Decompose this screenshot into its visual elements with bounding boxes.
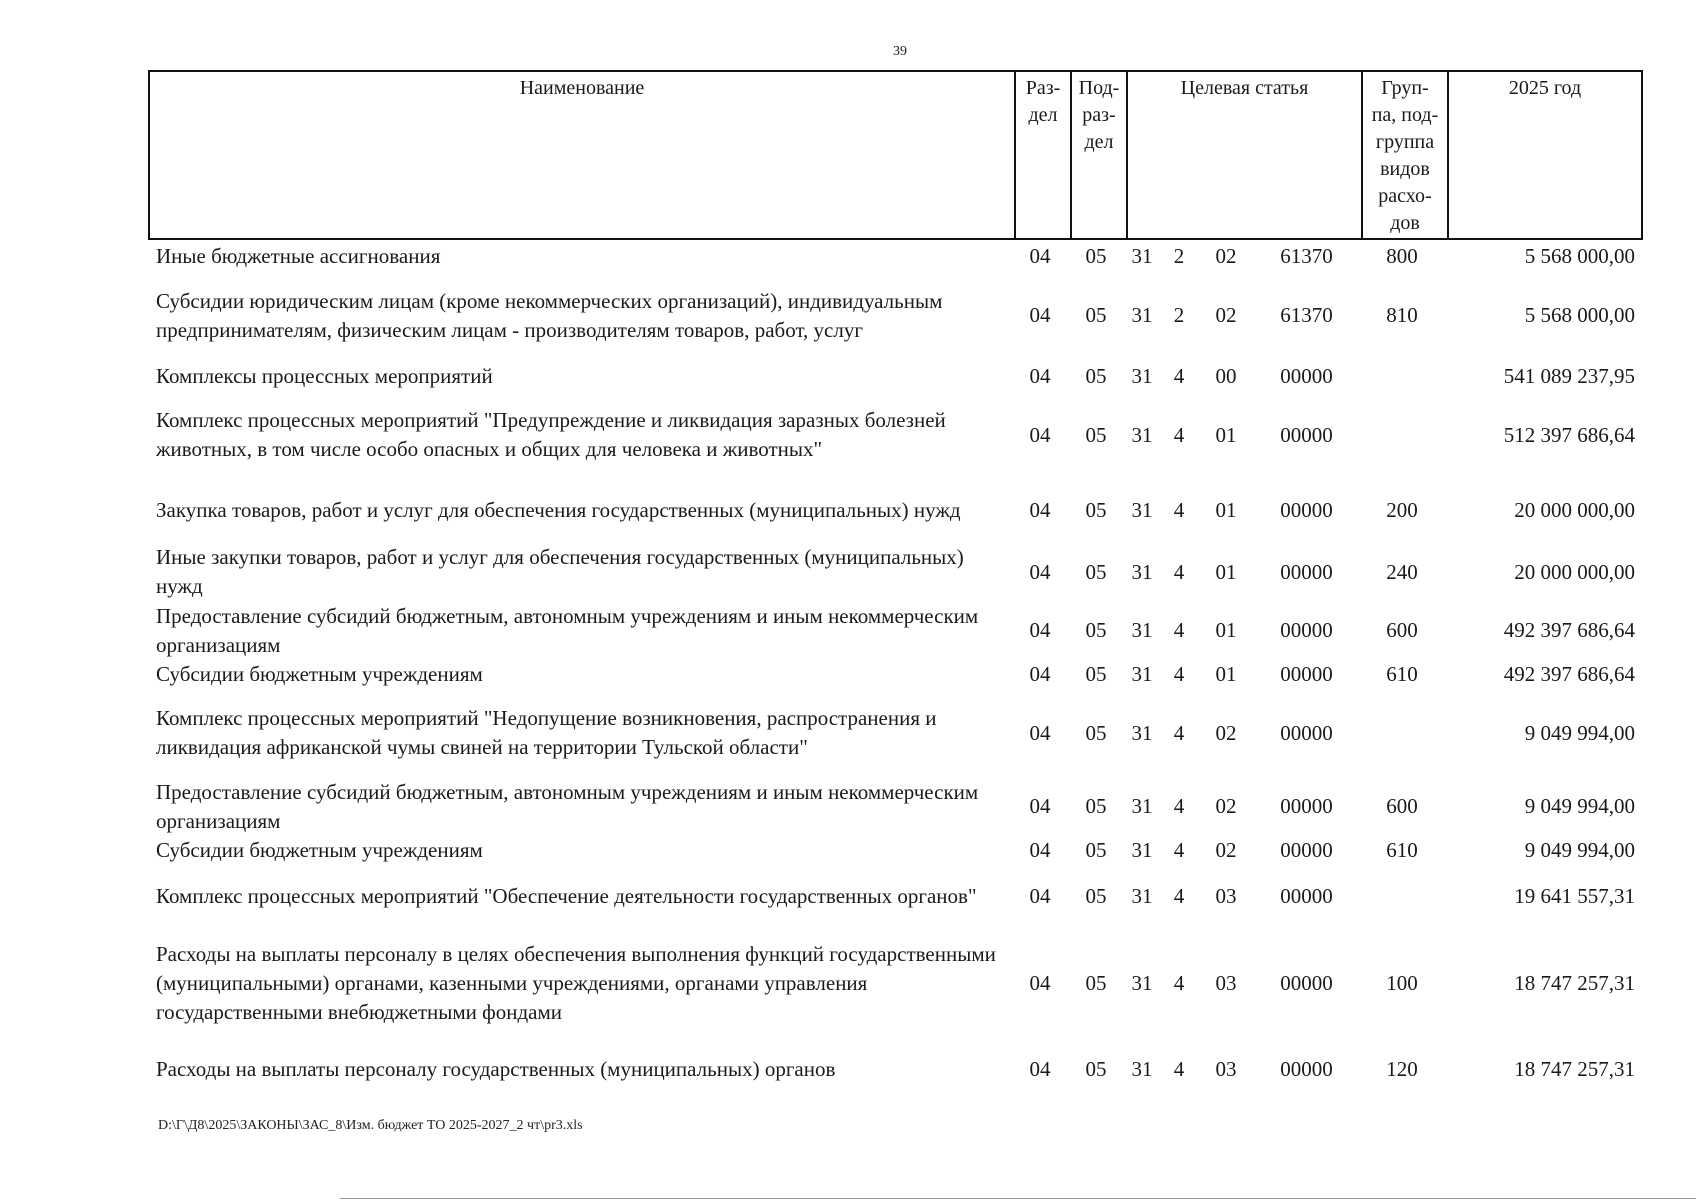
row-target-item: 03 xyxy=(1215,1056,1237,1081)
row-name: Иные закупки товаров, работ и услуг для обеспечения государственных (муниципальных) нужд xyxy=(156,545,964,598)
row-target-type: 2 xyxy=(1173,303,1185,327)
row-target-program: 31 xyxy=(1131,970,1153,995)
row-target-item: 00 xyxy=(1215,363,1237,388)
row-target-direction: 61370 xyxy=(1280,243,1333,268)
row-amount: 492 397 686,64 xyxy=(1503,618,1635,642)
table-row xyxy=(148,689,1643,777)
row-razdel: 04 xyxy=(1029,243,1051,268)
row-amount: 5 568 000,00 xyxy=(1524,303,1635,327)
row-target-program: 31 xyxy=(1131,243,1153,268)
row-target-type: 4 xyxy=(1173,662,1185,686)
row-target-item: 01 xyxy=(1215,497,1237,522)
row-podrazdel: 05 xyxy=(1085,1056,1107,1081)
row-amount: 5 568 000,00 xyxy=(1524,243,1635,268)
header-razdel: Раз- дел xyxy=(1014,72,1070,238)
row-group: 600 xyxy=(1386,618,1418,642)
row-amount: 20 000 000,00 xyxy=(1514,559,1635,584)
row-name: Предоставление субсидий бюджетным, автономным учреждениям и иным некоммерческим организациям xyxy=(156,603,979,657)
row-razdel: 04 xyxy=(1029,303,1051,327)
table-row xyxy=(148,927,1643,1039)
row-target-type: 4 xyxy=(1173,838,1185,862)
row-target-type: 4 xyxy=(1173,497,1185,522)
header-year: 2025 год xyxy=(1447,72,1641,238)
row-podrazdel: 05 xyxy=(1085,422,1107,447)
row-target-type: 4 xyxy=(1173,618,1185,642)
row-podrazdel: 05 xyxy=(1085,838,1107,862)
row-target-type: 2 xyxy=(1173,243,1185,268)
row-name: Субсидии юридическим лицам (кроме некоммерческих организаций), индивидуальным предпринимателям, физическим лицам - производителям товаров, работ, услуг xyxy=(156,288,943,342)
row-target-item: 01 xyxy=(1215,422,1237,447)
row-target-type: 4 xyxy=(1173,422,1185,447)
row-podrazdel: 05 xyxy=(1085,497,1107,522)
row-target-direction: 00000 xyxy=(1280,970,1333,995)
row-target-direction: 00000 xyxy=(1280,497,1333,522)
row-name: Субсидии бюджетным учреждениям xyxy=(156,662,483,686)
table-header xyxy=(148,70,1643,240)
row-target-type: 4 xyxy=(1173,720,1185,745)
row-target-direction: 00000 xyxy=(1280,559,1333,584)
row-target-item: 02 xyxy=(1215,794,1237,818)
row-amount: 9 049 994,00 xyxy=(1524,838,1635,862)
row-group: 200 xyxy=(1386,497,1418,522)
row-podrazdel: 05 xyxy=(1085,970,1107,995)
row-amount: 512 397 686,64 xyxy=(1503,422,1635,447)
row-name: Расходы на выплаты персоналу государственных (муниципальных) органов xyxy=(156,1056,836,1081)
row-group: 610 xyxy=(1386,662,1418,686)
table-row xyxy=(148,543,1643,601)
row-group: 600 xyxy=(1386,794,1418,818)
row-target-type: 4 xyxy=(1173,970,1185,995)
row-group: 120 xyxy=(1386,1056,1418,1081)
row-target-direction: 00000 xyxy=(1280,1056,1333,1081)
row-group: 100 xyxy=(1386,970,1418,995)
row-target-direction: 00000 xyxy=(1280,720,1333,745)
row-podrazdel: 05 xyxy=(1085,662,1107,686)
row-name: Предоставление субсидий бюджетным, автономным учреждениям и иным некоммерческим организациям xyxy=(156,779,979,833)
row-group: 240 xyxy=(1386,559,1418,584)
row-podrazdel: 05 xyxy=(1085,883,1107,908)
row-target-program: 31 xyxy=(1131,363,1153,388)
row-target-program: 31 xyxy=(1131,497,1153,522)
row-target-item: 01 xyxy=(1215,618,1237,642)
row-name: Комплекс процессных мероприятий "Обеспечение деятельности государственных органов" xyxy=(156,883,977,908)
page-number: 39 xyxy=(893,44,907,59)
row-target-item: 03 xyxy=(1215,970,1237,995)
row-target-direction: 00000 xyxy=(1280,363,1333,388)
row-amount: 19 641 557,31 xyxy=(1514,883,1635,908)
row-podrazdel: 05 xyxy=(1085,363,1107,388)
row-target-item: 03 xyxy=(1215,883,1237,908)
row-podrazdel: 05 xyxy=(1085,720,1107,745)
row-target-program: 31 xyxy=(1131,303,1153,327)
row-target-direction: 00000 xyxy=(1280,618,1333,642)
row-target-item: 02 xyxy=(1215,243,1237,268)
row-group: 610 xyxy=(1386,838,1418,862)
row-target-direction: 61370 xyxy=(1280,303,1333,327)
row-group xyxy=(1359,393,1445,477)
table-row xyxy=(148,601,1643,660)
row-name: Расходы на выплаты персоналу в целях обеспечения выполнения функций государственными (муниципальными) органами, казенными учреждениями, органами управления государственными внебюджетными фондами xyxy=(156,941,996,1024)
row-target-item: 01 xyxy=(1215,559,1237,584)
table-row xyxy=(148,272,1643,359)
row-razdel: 04 xyxy=(1029,838,1051,862)
row-razdel: 04 xyxy=(1029,363,1051,388)
row-podrazdel: 05 xyxy=(1085,303,1107,327)
row-group: 800 xyxy=(1386,243,1418,268)
table-row xyxy=(148,836,1643,865)
table-row xyxy=(148,477,1643,543)
row-target-program: 31 xyxy=(1131,618,1153,642)
row-razdel: 04 xyxy=(1029,662,1051,686)
row-group xyxy=(1359,689,1445,777)
row-target-program: 31 xyxy=(1131,838,1153,862)
bottom-divider xyxy=(340,1198,1696,1199)
row-target-direction: 00000 xyxy=(1280,794,1333,818)
row-target-program: 31 xyxy=(1131,720,1153,745)
row-name: Субсидии бюджетным учреждениям xyxy=(156,838,483,862)
row-amount: 492 397 686,64 xyxy=(1503,662,1635,686)
row-razdel: 04 xyxy=(1029,970,1051,995)
row-target-direction: 00000 xyxy=(1280,422,1333,447)
header-name: Наименование xyxy=(519,77,645,99)
row-amount: 541 089 237,95 xyxy=(1503,363,1635,388)
row-target-type: 4 xyxy=(1173,883,1185,908)
row-group xyxy=(1359,359,1445,393)
row-target-program: 31 xyxy=(1131,662,1153,686)
table-row xyxy=(148,240,1643,272)
row-name: Комплекс процессных мероприятий "Предупреждение и ликвидация заразных болезней животных, в том числе особо опасных и общих для человека и животных" xyxy=(156,408,946,461)
row-amount: 9 049 994,00 xyxy=(1524,794,1635,818)
row-razdel: 04 xyxy=(1029,1056,1051,1081)
row-target-type: 4 xyxy=(1173,559,1185,584)
header-target: Целевая статья xyxy=(1126,72,1361,238)
row-target-direction: 00000 xyxy=(1280,883,1333,908)
table-row xyxy=(148,393,1643,477)
row-target-type: 4 xyxy=(1173,1056,1185,1081)
row-razdel: 04 xyxy=(1029,794,1051,818)
row-razdel: 04 xyxy=(1029,559,1051,584)
row-podrazdel: 05 xyxy=(1085,618,1107,642)
table-row xyxy=(148,660,1643,689)
row-razdel: 04 xyxy=(1029,618,1051,642)
row-amount: 18 747 257,31 xyxy=(1514,1056,1635,1081)
row-razdel: 04 xyxy=(1029,720,1051,745)
row-target-type: 4 xyxy=(1173,794,1185,818)
row-target-item: 02 xyxy=(1215,303,1237,327)
row-target-item: 02 xyxy=(1215,838,1237,862)
row-name: Комплекс процессных мероприятий "Недопущение возникновения, распространения и ликвидация африканской чумы свиней на территории Тульской области" xyxy=(156,706,937,759)
file-path-footer: D:\Г\Д8\2025\ЗАКОНЫ\ЗАС_8\Изм. бюджет ТО 2025-2027_2 чт\pr3.xls xyxy=(158,1118,583,1133)
row-target-program: 31 xyxy=(1131,794,1153,818)
row-target-program: 31 xyxy=(1131,883,1153,908)
row-razdel: 04 xyxy=(1029,497,1051,522)
row-target-program: 31 xyxy=(1131,559,1153,584)
row-target-direction: 00000 xyxy=(1280,662,1333,686)
row-target-item: 02 xyxy=(1215,720,1237,745)
row-razdel: 04 xyxy=(1029,422,1051,447)
row-target-program: 31 xyxy=(1131,422,1153,447)
row-target-program: 31 xyxy=(1131,1056,1153,1081)
row-name: Закупка товаров, работ и услуг для обеспечения государственных (муниципальных) нужд xyxy=(156,497,961,522)
row-target-item: 01 xyxy=(1215,662,1237,686)
row-target-type: 4 xyxy=(1173,363,1185,388)
row-razdel: 04 xyxy=(1029,883,1051,908)
table-row xyxy=(148,865,1643,927)
row-target-direction: 00000 xyxy=(1280,838,1333,862)
row-amount: 18 747 257,31 xyxy=(1514,970,1635,995)
table-row xyxy=(148,777,1643,836)
row-podrazdel: 05 xyxy=(1085,794,1107,818)
header-podrazdel: Под- раз- дел xyxy=(1070,72,1126,238)
header-group: Груп- па, под- группа видов расхо- дов xyxy=(1361,72,1447,238)
row-amount: 20 000 000,00 xyxy=(1514,497,1635,522)
row-name: Иные бюджетные ассигнования xyxy=(156,243,441,268)
row-podrazdel: 05 xyxy=(1085,559,1107,584)
table-row xyxy=(148,359,1643,393)
row-podrazdel: 05 xyxy=(1085,243,1107,268)
row-group xyxy=(1359,865,1445,927)
table-row xyxy=(148,1039,1643,1099)
row-group: 810 xyxy=(1386,303,1418,327)
row-amount: 9 049 994,00 xyxy=(1524,720,1635,745)
row-name: Комплексы процессных мероприятий xyxy=(156,363,493,388)
